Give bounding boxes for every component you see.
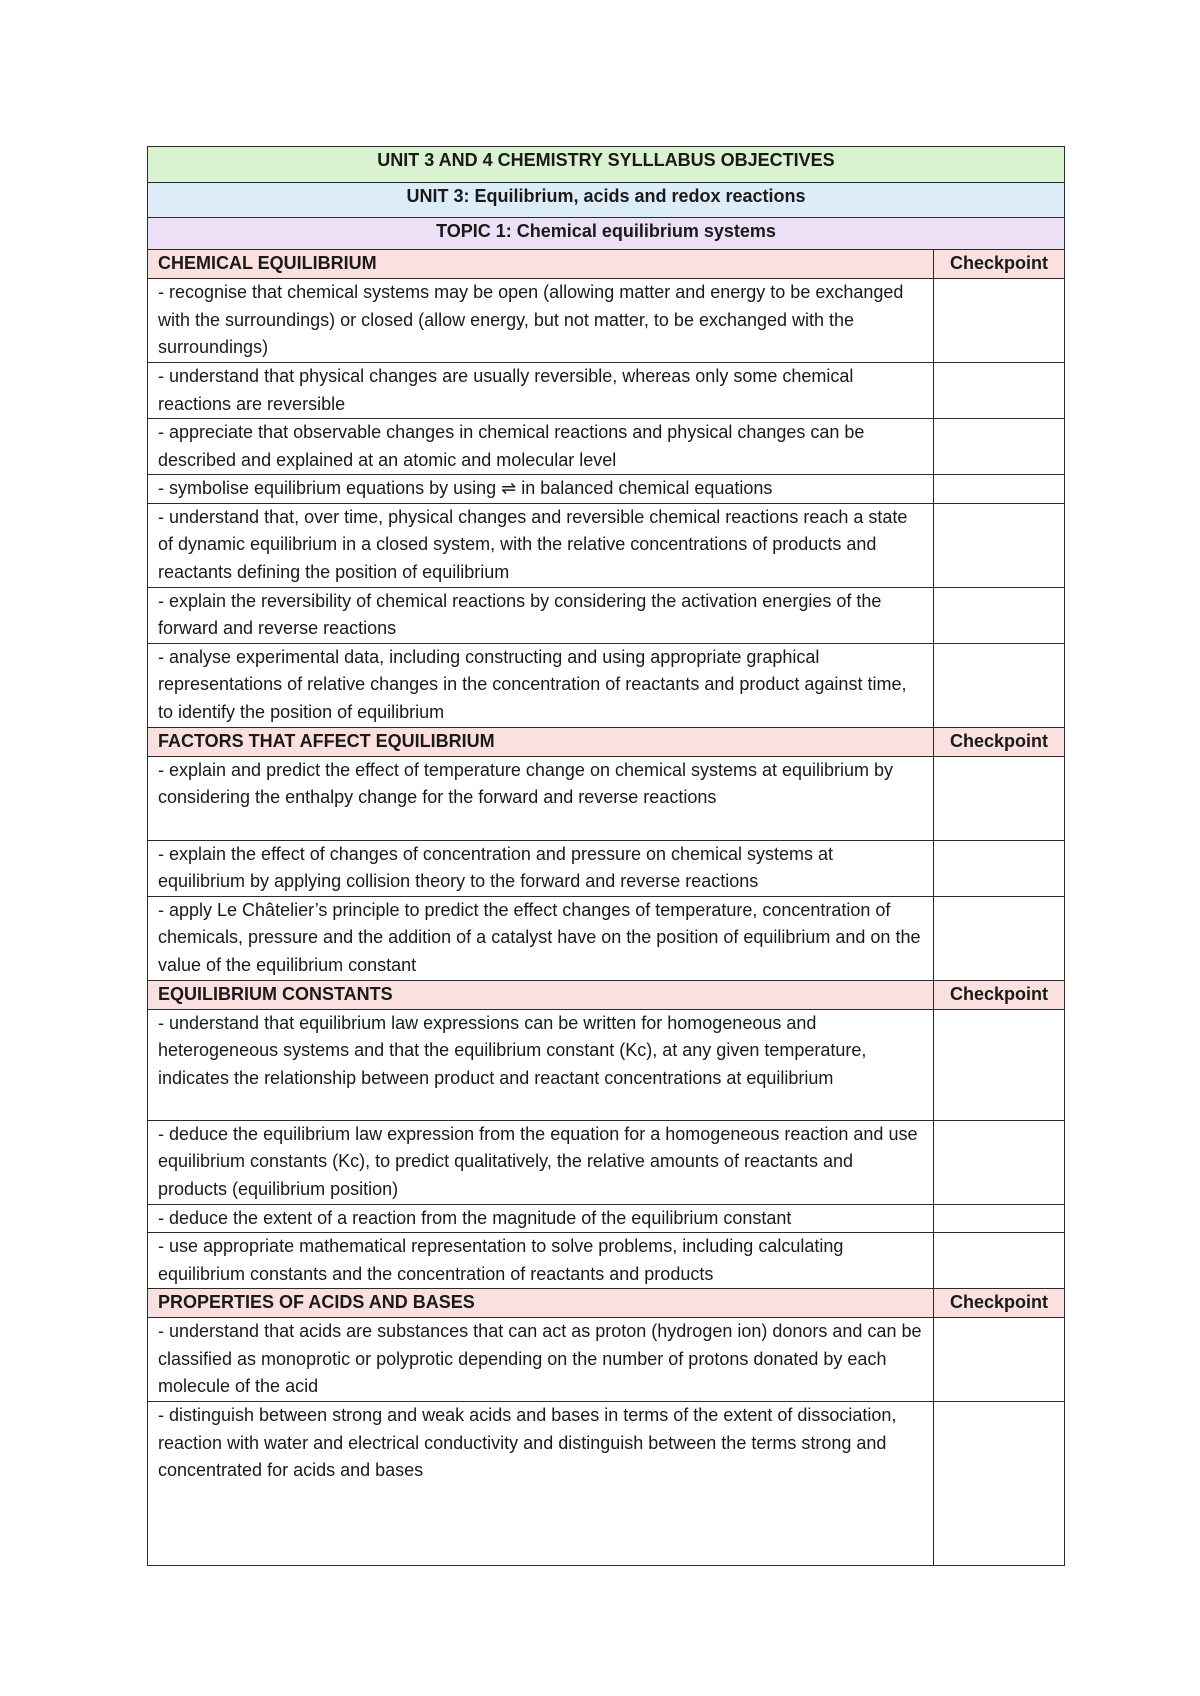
- objective-row: [148, 587, 1065, 643]
- checkpoint-header: Checkpoint: [934, 727, 1065, 756]
- checkpoint-cell[interactable]: [934, 475, 1065, 504]
- objective-text: - understand that physical changes are usually reversible, whereas only some chemical reactions are reversible: [148, 363, 934, 419]
- checkpoint-cell[interactable]: [934, 756, 1065, 840]
- section-header: [148, 1289, 1065, 1318]
- objective-row: [148, 1402, 1065, 1566]
- objective-row: [148, 1009, 1065, 1120]
- section-header: [148, 980, 1065, 1009]
- objective-text: - understand that acids are substances that can act as proton (hydrogen ion) donors and can be classified as monoprotic or polyprotic depending on the number of protons donated by each molecule of the acid: [148, 1318, 934, 1402]
- section-header: [148, 250, 1065, 279]
- objective-row: [148, 1233, 1065, 1289]
- objective-row: [148, 840, 1065, 896]
- objective-row: [148, 279, 1065, 363]
- section-heading: CHEMICAL EQUILIBRIUM: [148, 250, 934, 279]
- objective-text: - understand that, over time, physical changes and reversible chemical reactions reach a state of dynamic equilibrium in a closed system, with the relative concentrations of products and reactants defining the position of equilibrium: [148, 503, 934, 587]
- objective-text: - understand that equilibrium law expressions can be written for homogeneous and heterogeneous systems and that the equilibrium constant (Kc), at any given temperature, indicates the relationship between product and reactant concentrations at equilibrium: [148, 1009, 934, 1120]
- objective-text: - explain and predict the effect of temperature change on chemical systems at equilibrium by considering the enthalpy change for the forward and reverse reactions: [148, 756, 934, 840]
- objective-row: [148, 503, 1065, 587]
- objective-text: - apply Le Châtelier’s principle to predict the effect changes of temperature, concentration of chemicals, pressure and the addition of a catalyst have on the position of equilibrium and on the value of the equilibrium constant: [148, 896, 934, 980]
- checkpoint-cell[interactable]: [934, 1402, 1065, 1566]
- objective-text: - distinguish between strong and weak acids and bases in terms of the extent of dissociation, reaction with water and electrical conductivity and distinguish between the terms strong and concentrated for acids and bases: [148, 1402, 934, 1566]
- checkpoint-cell[interactable]: [934, 1204, 1065, 1233]
- checkpoint-cell[interactable]: [934, 419, 1065, 475]
- checkpoint-cell[interactable]: [934, 503, 1065, 587]
- checkpoint-cell[interactable]: [934, 896, 1065, 980]
- objective-row: [148, 643, 1065, 727]
- section-heading: PROPERTIES OF ACIDS AND BASES: [148, 1289, 934, 1318]
- objective-text: - explain the effect of changes of concentration and pressure on chemical systems at equilibrium by applying collision theory to the forward and reverse reactions: [148, 840, 934, 896]
- section-heading: FACTORS THAT AFFECT EQUILIBRIUM: [148, 727, 934, 756]
- objective-text: - recognise that chemical systems may be open (allowing matter and energy to be exchanged with the surroundings) or closed (allow energy, but not matter, to be exchanged with the surroundings): [148, 279, 934, 363]
- checkpoint-cell[interactable]: [934, 1120, 1065, 1204]
- objective-text: - analyse experimental data, including constructing and using appropriate graphical representations of relative changes in the concentration of reactants and product against time, to identify the position of equilibrium: [148, 643, 934, 727]
- checkpoint-header: Checkpoint: [934, 980, 1065, 1009]
- syllabus-table: [147, 146, 1065, 1566]
- checkpoint-cell[interactable]: [934, 1009, 1065, 1120]
- unit-heading: UNIT 3: Equilibrium, acids and redox reactions: [148, 183, 1065, 218]
- checkpoint-header: Checkpoint: [934, 1289, 1065, 1318]
- document-title: UNIT 3 AND 4 CHEMISTRY SYLLLABUS OBJECTIVES: [148, 147, 1065, 183]
- objective-row: [148, 419, 1065, 475]
- objective-text: - deduce the equilibrium law expression from the equation for a homogeneous reaction and use equilibrium constants (Kc), to predict qualitatively, the relative amounts of reactants and products (equilibrium position): [148, 1120, 934, 1204]
- objective-row: [148, 363, 1065, 419]
- objective-row: [148, 1120, 1065, 1204]
- checkpoint-cell[interactable]: [934, 587, 1065, 643]
- objective-row: [148, 756, 1065, 840]
- checkpoint-cell[interactable]: [934, 1233, 1065, 1289]
- checkpoint-cell[interactable]: [934, 279, 1065, 363]
- section-heading: EQUILIBRIUM CONSTANTS: [148, 980, 934, 1009]
- checkpoint-cell[interactable]: [934, 840, 1065, 896]
- objective-text: - symbolise equilibrium equations by using ⇌ in balanced chemical equations: [148, 475, 934, 504]
- objective-text: - appreciate that observable changes in chemical reactions and physical changes can be described and explained at an atomic and molecular level: [148, 419, 934, 475]
- objective-text: - explain the reversibility of chemical reactions by considering the activation energies of the forward and reverse reactions: [148, 587, 934, 643]
- objective-text: - deduce the extent of a reaction from the magnitude of the equilibrium constant: [148, 1204, 934, 1233]
- section-header: [148, 727, 1065, 756]
- checkpoint-header: Checkpoint: [934, 250, 1065, 279]
- objective-row: [148, 1204, 1065, 1233]
- topic-heading: TOPIC 1: Chemical equilibrium systems: [148, 218, 1065, 250]
- objective-text: - use appropriate mathematical representation to solve problems, including calculating equilibrium constants and the concentration of reactants and products: [148, 1233, 934, 1289]
- objective-row: [148, 1318, 1065, 1402]
- syllabus-sheet: [147, 146, 1064, 1566]
- checkpoint-cell[interactable]: [934, 363, 1065, 419]
- checkpoint-cell[interactable]: [934, 643, 1065, 727]
- objective-row: [148, 896, 1065, 980]
- checkpoint-cell[interactable]: [934, 1318, 1065, 1402]
- objective-row: [148, 475, 1065, 504]
